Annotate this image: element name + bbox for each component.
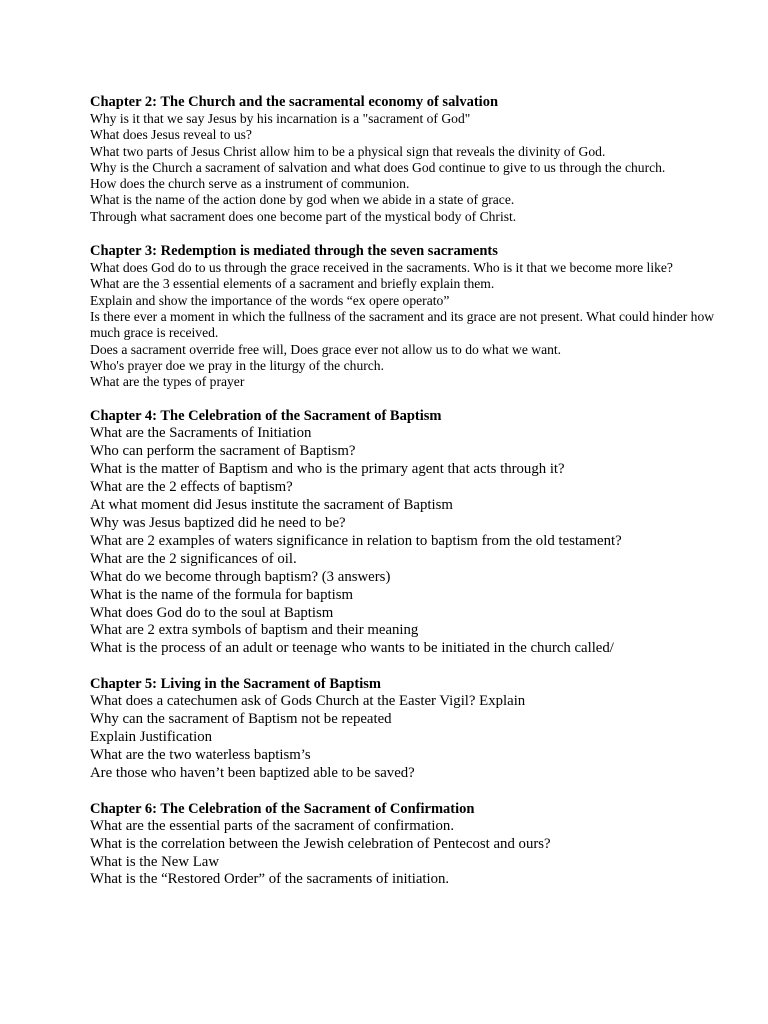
question-line: What are the 2 effects of baptism? [90,479,293,496]
question-line: What is the process of an adult or teenage who wants to be initiated in the church called/ [90,640,614,657]
chapter-heading: Chapter 2: The Church and the sacramental economy of salvation [90,94,499,110]
question-line: What is the “Restored Order” of the sacraments of initiation. [90,871,450,888]
question-line: Why is it that we say Jesus by his incarnation is a "sacrament of God" [90,111,471,126]
question-line: What are the types of prayer [90,374,245,390]
question-line: What is the matter of Baptism and who is the primary agent that acts through it? [90,461,565,478]
question-line: Why was Jesus baptized did he need to be? [90,514,346,531]
question-line: What are 2 extra symbols of baptism and their meaning [90,622,419,639]
question-line: What are the 3 essential elements of a sacrament and briefly explain them. [90,276,495,292]
chapter-5-section [90,676,730,783]
chapter-3-section [90,243,730,390]
question-line: What does God do to us through the grace received in the sacraments. Who is it that we become more like? [90,260,673,276]
chapter-4-section [90,408,730,658]
question-line: What are 2 examples of waters significance in relation to baptism from the old testament? [90,532,622,549]
question-line: What does Jesus reveal to us? [90,127,252,143]
chapter-heading: Chapter 4: The Celebration of the Sacrament of Baptism [90,408,442,425]
question-line: Why is the Church a sacrament of salvation and what does God continue to give to us through the church. [90,159,666,175]
document-page [90,94,730,889]
question-line: What are the two waterless baptism’s [90,746,311,763]
question-line: What are the 2 significances of oil. [90,550,297,567]
chapter-heading: Chapter 3: Redemption is mediated through the seven sacraments [90,243,498,260]
question-line: What is the correlation between the Jewish celebration of Pentecost and ours? [90,835,551,852]
question-line: How does the church serve as a instrument of communion. [90,176,410,192]
question-line: Explain Justification [90,729,213,746]
question-line: Explain and show the importance of the words “ex opere operato” [90,292,450,308]
question-line: Who can perform the sacrament of Baptism? [90,443,356,460]
question-line: What are the essential parts of the sacrament of confirmation. [90,817,455,834]
question-line: What does a catechumen ask of Gods Church at the Easter Vigil? Explain [90,693,526,710]
question-line: What is the name of the formula for baptism [90,586,353,603]
question-line: Who's prayer doe we pray in the liturgy of the church. [90,357,384,373]
question-line: Through what sacrament does one become part of the mystical body of Christ. [90,208,517,224]
question-line: Are those who haven’t been baptized able to be saved? [90,764,415,781]
question-line: What is the New Law [90,853,220,870]
question-line: Does a sacrament override free will, Does grace ever not allow us to do what we want. [90,341,562,357]
chapter-heading: Chapter 5: Living in the Sacrament of Baptism [90,676,381,693]
question-line: At what moment did Jesus institute the sacrament of Baptism [90,497,453,514]
chapter-2-section [90,94,730,225]
question-line: Is there ever a moment in which the fullness of the sacrament and its grace are not present. What could hinder how much grace is received. [90,308,718,341]
question-line: What do we become through baptism? (3 answers) [90,568,391,585]
chapter-6-section [90,801,730,890]
question-line: What are the Sacraments of Initiation [90,425,312,442]
question-line: What two parts of Jesus Christ allow him to be a physical sign that reveals the divinity of God. [90,143,606,159]
chapter-heading: Chapter 6: The Celebration of the Sacrament of Confirmation [90,800,475,817]
question-line: What does God do to the soul at Baptism [90,604,334,621]
question-line: What is the name of the action done by god when we abide in a state of grace. [90,192,515,208]
question-line: Why can the sacrament of Baptism not be repeated [90,711,392,728]
